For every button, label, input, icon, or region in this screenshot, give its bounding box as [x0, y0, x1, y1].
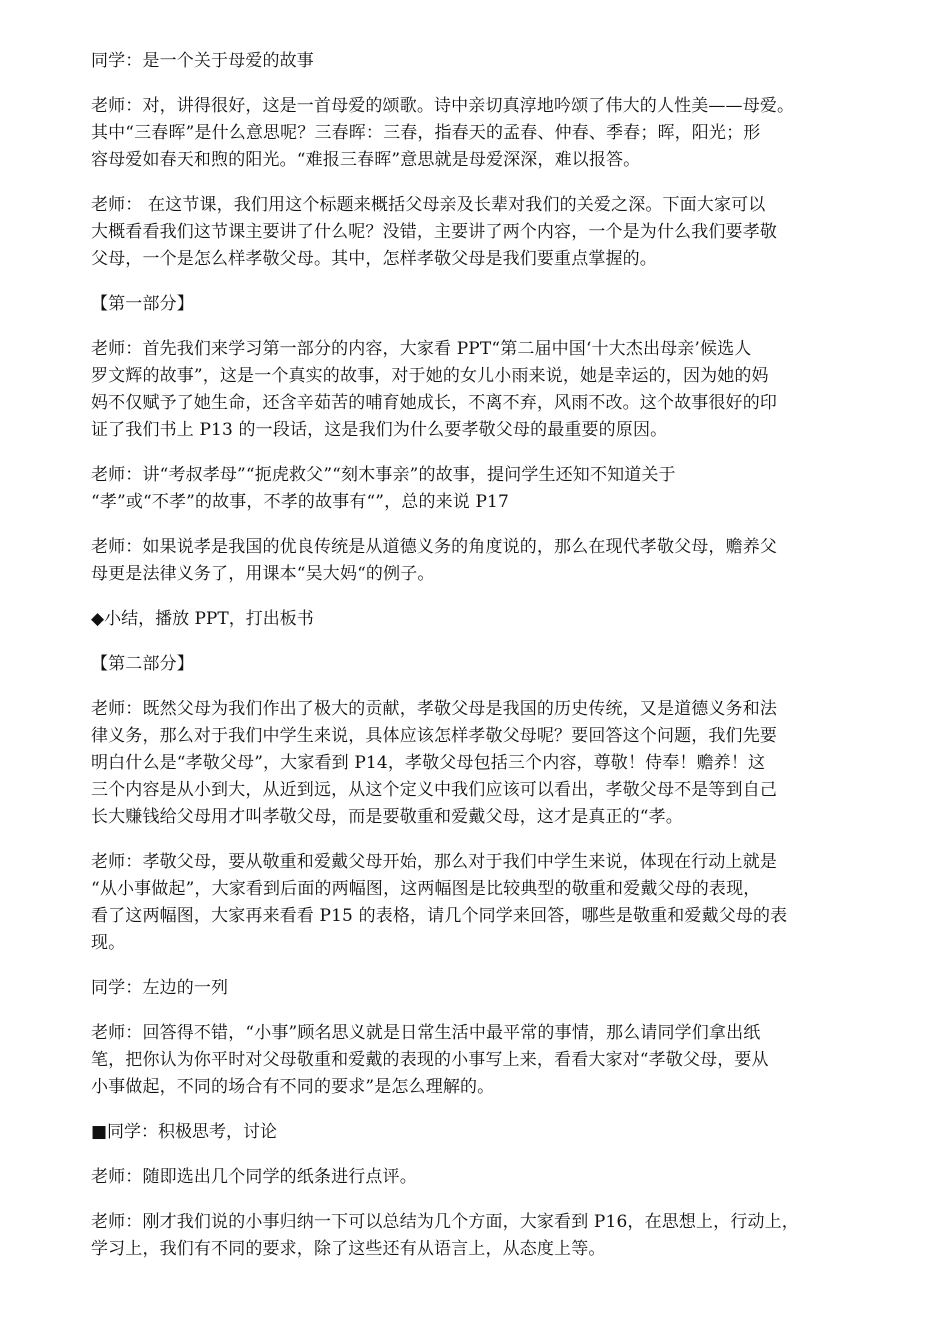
- summary-note: [91, 606, 863, 633]
- document-page: [91, 48, 863, 1281]
- paragraph-teacher-poem-explanation: [91, 93, 863, 174]
- text-line: 证了我们书上 P13 的一段话，这是我们为什么要孝敬父母的最重要的原因。: [91, 420, 668, 440]
- text-line: 同学：左边的一列: [91, 978, 229, 998]
- text-line: 老师：首先我们来学习第一部分的内容，大家看 PPT“第二届中国‘十大杰出母亲’候选人: [91, 339, 752, 359]
- text-line: 老师：对，讲得很好，这是一首母爱的颂歌。诗中亲切真淳地吟颂了伟大的人性美——母爱。: [91, 96, 795, 116]
- text-line: 同学：是一个关于母爱的故事: [91, 51, 314, 71]
- text-line: 明白什么是“孝敬父母”，大家看到 P14，孝敬父母包括三个内容，尊敬！侍奉！赡养！这: [91, 753, 766, 773]
- text-line: 老师：孝敬父母，要从敬重和爱戴父母开始，那么对于我们中学生来说，体现在行动上就是: [91, 852, 777, 872]
- text-line: 老师： 在这节课，我们用这个标题来概括父母亲及长辈对我们的关爱之深。下面大家可以: [91, 195, 766, 215]
- text-line: 老师：随即选出几个同学的纸条进行点评。: [91, 1167, 417, 1187]
- text-line: 老师：如果说孝是我国的优良传统是从道德义务的角度说的，那么在现代孝敬父母，赡养父: [91, 537, 777, 557]
- text-line: 【第一部分】: [91, 294, 194, 314]
- text-line: 父母，一个是怎么样孝敬父母。其中，怎样孝敬父母是我们要重点掌握的。: [91, 249, 657, 269]
- student-discussion-note: [91, 1119, 863, 1146]
- text-line: ■同学：积极思考，讨论: [91, 1122, 278, 1142]
- section-heading-part-two: [91, 651, 863, 678]
- text-line: 现。: [91, 933, 126, 953]
- text-line: 罗文辉的故事”，这是一个真实的故事，对于她的女儿小雨来说，她是幸运的，因为她的妈: [91, 366, 769, 386]
- text-line: “孝”或“不孝”的故事，不孝的故事有“”，总的来说 P17: [91, 492, 509, 512]
- paragraph-teacher-summary: [91, 1209, 863, 1263]
- text-line: 三个内容是从小到大，从近到远，从这个定义中我们应该可以看出，孝敬父母不是等到自己: [91, 780, 777, 800]
- text-line: ◆小结，播放 PPT，打出板书: [91, 609, 314, 629]
- text-line: 【第二部分】: [91, 654, 194, 674]
- text-line: 其中“三春晖”是什么意思呢？三春晖：三春，指春天的孟春、仲春、季春；晖，阳光；形: [91, 123, 761, 143]
- paragraph-teacher-legal-duty: [91, 534, 863, 588]
- paragraph-student-answer-2: [91, 975, 863, 1002]
- text-line: 学习上，我们有不同的要求，除了这些还有从语言上，从态度上等。: [91, 1239, 606, 1259]
- text-line: “从小事做起”，大家看到后面的两幅图，这两幅图是比较典型的敬重和爱戴父母的表现，: [91, 879, 761, 899]
- paragraph-teacher-lesson-overview: [91, 192, 863, 273]
- section-heading-part-one: [91, 291, 863, 318]
- text-line: 老师：刚才我们说的小事归纳一下可以总结为几个方面，大家看到 P16，在思想上，行动上，: [91, 1212, 799, 1232]
- paragraph-teacher-story: [91, 336, 863, 444]
- text-line: 小事做起，不同的场合有不同的要求”是怎么理解的。: [91, 1077, 495, 1097]
- text-line: 母更是法律义务了，用课本“吴大妈“的例子。: [91, 564, 435, 584]
- text-line: 老师：讲“考叔孝母”“扼虎救父”“刻木事亲”的故事，提问学生还知不知道关于: [91, 465, 676, 485]
- text-line: 容母爱如春天和煦的阳光。“难报三春晖”意思就是母爱深深，难以报答。: [91, 150, 641, 170]
- paragraph-teacher-small-things: [91, 849, 863, 957]
- text-line: 老师：既然父母为我们作出了极大的贡献，孝敬父母是我国的历史传统，又是道德义务和法: [91, 699, 777, 719]
- paragraph-teacher-paper-task: [91, 1020, 863, 1101]
- paragraph-teacher-filial-stories: [91, 462, 863, 516]
- paragraph-teacher-what-is-filial: [91, 696, 863, 831]
- text-line: 老师：回答得不错，“小事”顾名思义就是日常生活中最平常的事情，那么请同学们拿出纸: [91, 1023, 761, 1043]
- text-line: 看了这两幅图，大家再来看看 P15 的表格，请几个同学来回答，哪些是敬重和爱戴父母的表: [91, 906, 788, 926]
- text-line: 笔，把你认为你平时对父母敬重和爱戴的表现的小事写上来，看看大家对“孝敬父母，要从: [91, 1050, 769, 1070]
- text-line: 妈不仅赋予了她生命，还含辛茹苦的哺育她成长，不离不弃，风雨不改。这个故事很好的印: [91, 393, 777, 413]
- paragraph-teacher-review: [91, 1164, 863, 1191]
- text-line: 长大赚钱给父母用才叫孝敬父母，而是要敬重和爱戴父母，这才是真正的“孝。: [91, 807, 683, 827]
- text-line: 律义务，那么对于我们中学生来说，具体应该怎样孝敬父母呢？要回答这个问题，我们先要: [91, 726, 777, 746]
- text-line: 大概看看我们这节课主要讲了什么呢？没错，主要讲了两个内容，一个是为什么我们要孝敬: [91, 222, 777, 242]
- paragraph-student-answer-1: [91, 48, 863, 75]
